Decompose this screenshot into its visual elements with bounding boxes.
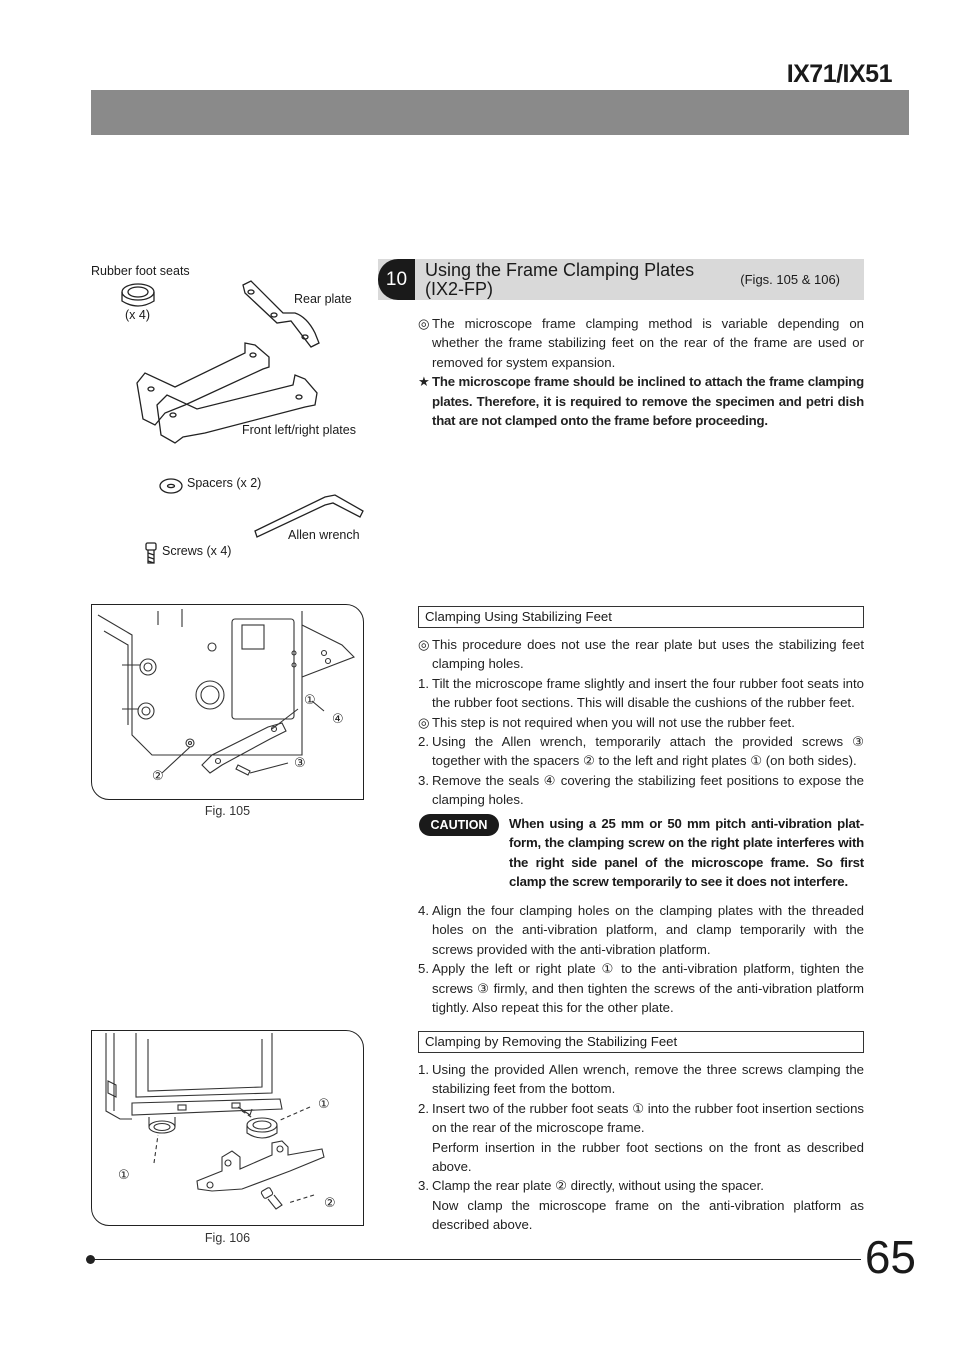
sub2-steps bbox=[418, 1060, 864, 1235]
fig105-callout-3: ③ bbox=[294, 756, 306, 771]
label-rear-plate: Rear plate bbox=[294, 292, 352, 306]
step-number: 1. bbox=[418, 675, 429, 691]
caution-badge: CAUTION bbox=[419, 814, 499, 836]
step-number: 3. bbox=[418, 772, 429, 788]
page-number: 65 bbox=[864, 1231, 916, 1283]
subhead-stabilizing-feet: Clamping Using Stabilizing Feet bbox=[418, 606, 864, 628]
subhead-removing-feet: Clamping by Removing the Stabilizing Feet bbox=[418, 1031, 864, 1053]
figure-106 bbox=[91, 1030, 364, 1226]
section-number: 10 bbox=[378, 259, 415, 300]
step-number: 2. bbox=[418, 1100, 429, 1116]
fig105-callout-4: ④ bbox=[332, 712, 344, 727]
step-number: 5. bbox=[418, 961, 429, 977]
sub1-step2: Using the Allen wrench, temporarily attach the provided screws ③ together with the spacers ② to the left and right plates ① (on both sides). bbox=[432, 734, 864, 769]
label-rubber-qty: (x 4) bbox=[125, 308, 150, 322]
fig106-callout-1b: ① bbox=[118, 1168, 130, 1183]
section-title: Using the Frame Clamping Plates (IX2-FP) bbox=[425, 260, 695, 299]
header-bar bbox=[91, 90, 909, 135]
note-mark: ◎ bbox=[418, 637, 430, 652]
section-figs: (Figs. 105 & 106) bbox=[740, 272, 840, 287]
sub1-steps-a bbox=[418, 635, 864, 810]
step-number: 4. bbox=[418, 903, 429, 918]
sub2-step3-detail: Now clamp the microscope frame on the anti-vibration platform as described above. bbox=[432, 1197, 864, 1233]
fig105-caption: Fig. 105 bbox=[204, 804, 251, 818]
label-front-plates: Front left/right plates bbox=[242, 423, 356, 437]
fig106-caption: Fig. 106 bbox=[204, 1231, 251, 1245]
step-number: 1. bbox=[418, 1062, 429, 1077]
figure-105 bbox=[91, 604, 364, 800]
caution-text: When using a 25 mm or 50 mm pitch anti-vibration plat-form, the clamping screw on the right plate interferes with the right side panel of the microscope frame. So first clamp the screw temporarily to see it does not interfere. bbox=[509, 816, 864, 890]
section-heading bbox=[378, 259, 864, 300]
step-number: 2. bbox=[418, 734, 429, 750]
fig106-callout-2: ② bbox=[324, 1196, 336, 1211]
model-title: IX71/IX51 bbox=[786, 60, 892, 88]
warning-mark: ★ bbox=[418, 374, 430, 390]
fig105-callout-1: ① bbox=[304, 693, 316, 708]
sub1-step1: Tilt the microscope frame slightly and insert the four rubber foot seats into the rubber foot sections. This will disable the cushions of the rubber feet. bbox=[432, 675, 864, 711]
sub1-step4: Align the four clamping holes on the clamping plates with the threaded holes on the anti-vibration platform, and clamp temporarily with the screws provided with the anti-vibration platform. bbox=[432, 903, 864, 957]
sub1-steps-b bbox=[418, 901, 864, 1017]
fig106-callout-1a: ① bbox=[318, 1097, 330, 1112]
fig105-callout-2: ② bbox=[152, 769, 164, 784]
sub1-step5: Apply the left or right plate ① to the anti-vibration platform, tighten the screws ③ firmly, and then tighten the screws of the anti-vibration platform tightly. Also repeat this for the other plate. bbox=[432, 961, 864, 1016]
sub1-step3: Remove the seals ④ covering the stabilizing feet positions to expose the clamping holes. bbox=[432, 772, 864, 808]
intro-text: The microscope frame clamping method is variable depending on whether the frame stabilizing feet on the rear of the frame are used or removed for system expansion. bbox=[432, 316, 864, 370]
sub1-note1: This procedure does not use the rear plate but uses the stabilizing feet clamping holes. bbox=[432, 637, 864, 672]
sub2-step2: Insert two of the rubber foot seats ① into the rubber foot insertion sections on the rear of the microscope frame. bbox=[432, 1100, 864, 1136]
sub1-note2: This step is not required when you will not use the rubber feet. bbox=[432, 714, 795, 730]
fig106-drawing bbox=[92, 1031, 364, 1226]
intro-mark: ◎ bbox=[418, 316, 430, 331]
note-mark: ◎ bbox=[418, 714, 430, 730]
sub2-step3: Clamp the rear plate ② directly, without using the spacer. bbox=[432, 1178, 764, 1194]
footer-rule bbox=[91, 1259, 861, 1260]
sub2-step1: Using the provided Allen wrench, remove the three screws clamping the stabilizing feet from the bottom. bbox=[432, 1062, 864, 1097]
warning-text: The microscope frame should be inclined to attach the frame clamping plates. Therefore, it is required to remove the specimen and petri dish that are not clamped onto the frame before proceeding. bbox=[432, 374, 864, 429]
section-intro bbox=[418, 314, 864, 430]
parts-illustration bbox=[85, 255, 375, 575]
label-spacers: Spacers (x 2) bbox=[187, 476, 262, 490]
label-rubber-foot-seats: Rubber foot seats bbox=[91, 264, 190, 278]
step-number: 3. bbox=[418, 1178, 429, 1194]
label-allen-wrench: Allen wrench bbox=[288, 528, 360, 542]
sub2-step2-detail: Perform insertion in the rubber foot sections on the front as described above. bbox=[432, 1139, 864, 1175]
fig105-drawing bbox=[92, 605, 364, 800]
label-screws: Screws (x 4) bbox=[162, 544, 232, 558]
